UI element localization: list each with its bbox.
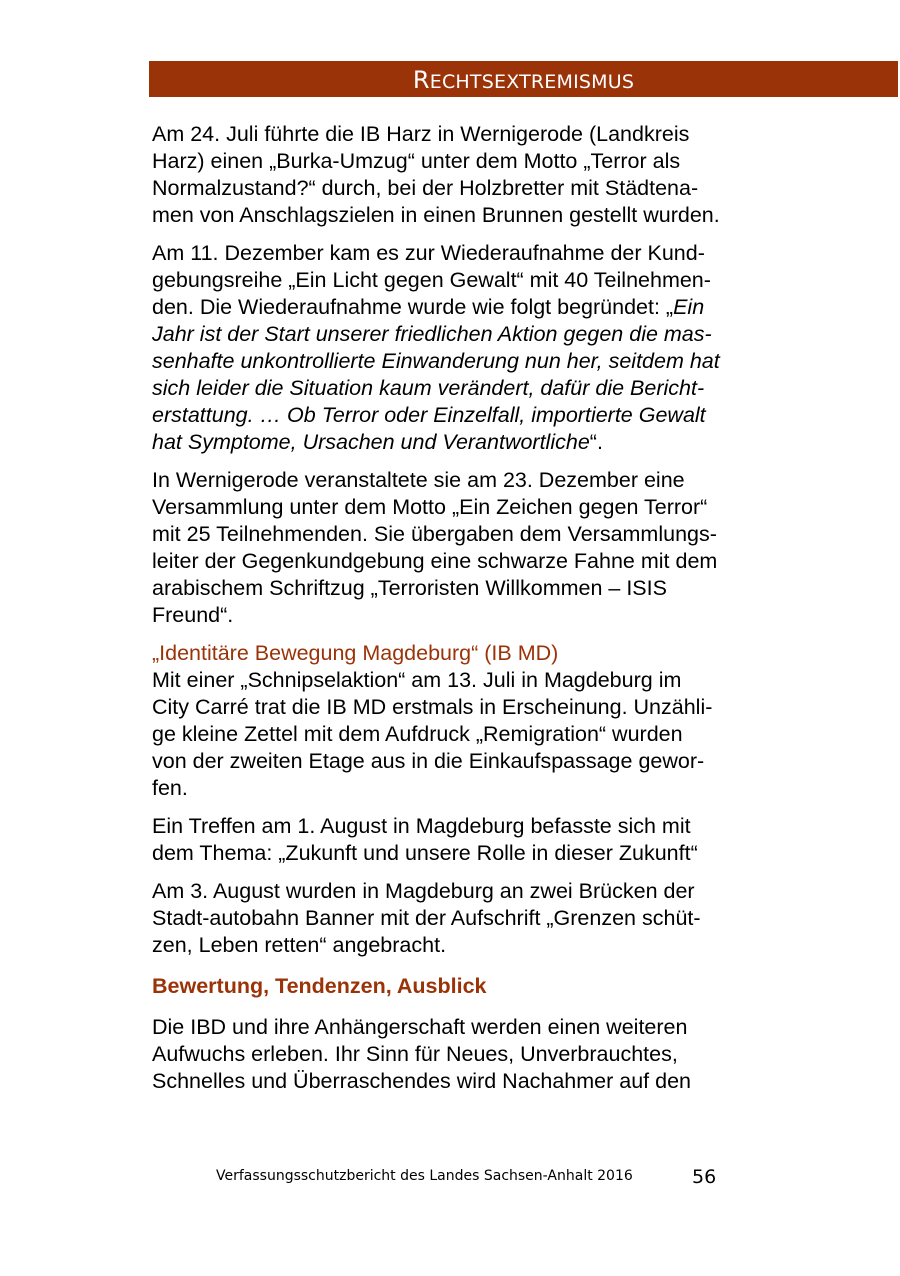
page-number: 56 bbox=[692, 1166, 717, 1188]
paragraph-ib-harz-burka: Am 24. Juli führte die IB Harz in Wernigerode (Landkreis Harz) einen „Burka-Umzug“ unter dem Motto „Terror als Normalzustand?“ durch, bei der Holzbretter mit Städtena- men von Anschlagszielen in einen Brunnen gestellt wurden. bbox=[152, 122, 720, 227]
subheading-ib-md: „Identitäre Bewegung Magdeburg“ (IB MD) bbox=[152, 641, 559, 665]
section-title: RECHTSEXTREMISMUS bbox=[412, 66, 635, 94]
paragraph-wernigerode-dezember: In Wernigerode veranstaltete sie am 23. Dezember eine Versammlung unter dem Motto „Ein Zeichen gegen Terror“ mit 25 Teilnehmenden. Sie übergaben dem Versammlungs- leiter der Gegenkundgebung eine schwarze Fahne mit dem arabischem Schriftzug „Terroristen Willkommen – ISIS Freund“. bbox=[152, 468, 718, 627]
paragraph-ein-licht: Am 11. Dezember kam es zur Wiederaufnahme der Kund- gebungsreihe „Ein Licht gegen Gewalt“ mit 40 Teilnehmen- den. Die Wiederaufnahme wurde wie folgt begründet: „Ein Jahr ist der Start unserer friedlichen Aktion gegen die mas- senhafte unkontrollierte Einwanderung nun her, seitdem hat sich leider die Situation kaum verändert, dafür die Bericht- erstattung. … Ob Terror oder Einzelfall, importierte Gewalt hat Symptome, Ursachen und Verantwortliche“. bbox=[152, 241, 720, 454]
section-heading-bewertung: Bewertung, Tendenzen, Ausblick bbox=[152, 974, 487, 998]
main-content bbox=[152, 121, 782, 1106]
section-header-bar bbox=[149, 61, 898, 97]
paragraph-ib-md: „Identitäre Bewegung Magdeburg“ (IB MD) Mit einer „Schnipselaktion“ am 13. Juli in Magdeburg im City Carré trat die IB MD erstmals in Erscheinung. Unzähli- ge kleine Zettel mit dem Aufdruck „Remigration“ wurden von der zweiten Etage aus in die Einkaufspassage gewor- fen. bbox=[152, 641, 713, 800]
paragraph-treffen-august: Ein Treffen am 1. August in Magdeburg befasste sich mit dem Thema: „Zukunft und unsere Rolle in dieser Zukunft“ bbox=[152, 814, 698, 865]
paragraph-banner-august: Am 3. August wurden in Magdeburg an zwei Brücken der Stadt-autobahn Banner mit der Aufschrift „Grenzen schüt- zen, Leben retten“ angebracht. bbox=[152, 879, 701, 957]
paragraph-bewertung: Die IBD und ihre Anhängerschaft werden einen weiteren Aufwuchs erleben. Ihr Sinn für Neues, Unverbrauchtes, Schnelles und Überraschendes wird Nachahmer auf den bbox=[152, 1015, 692, 1093]
footer-text: Verfassungsschutzbericht des Landes Sachsen-Anhalt 2016 bbox=[216, 1168, 633, 1184]
